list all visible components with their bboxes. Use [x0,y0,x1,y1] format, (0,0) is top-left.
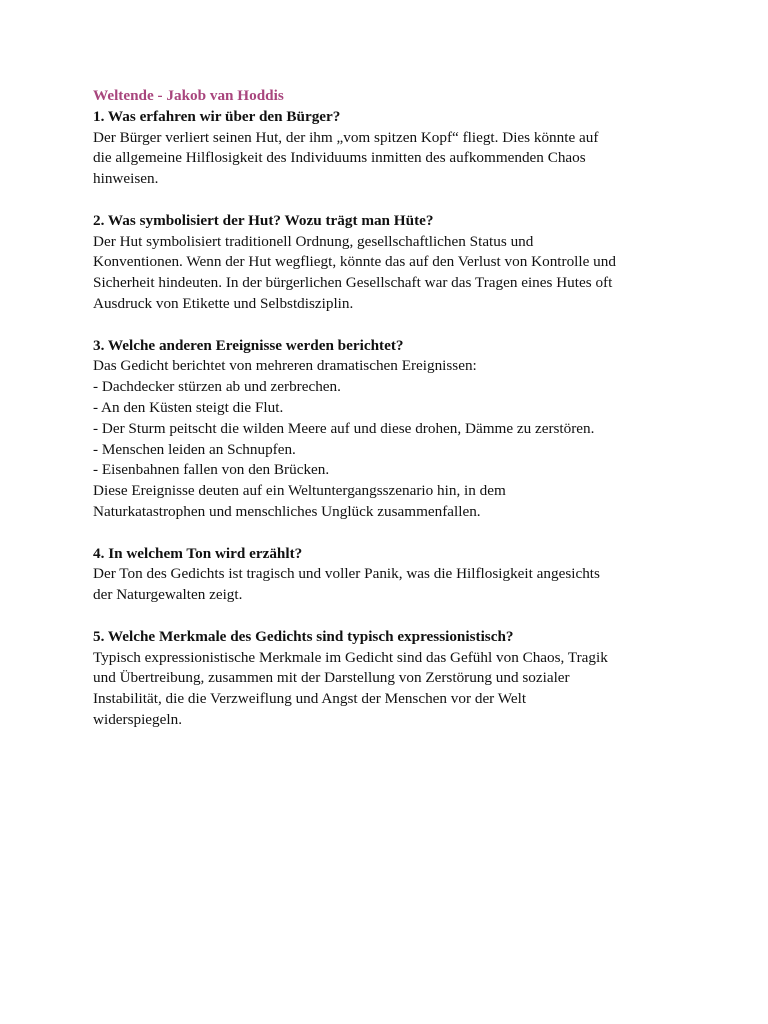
answer-3-line: Diese Ereignisse deuten auf ein Weltuntergangsszenario hin, in dem [93,482,506,500]
answer-3-list-item: - Eisenbahnen fallen von den Brücken. [93,461,330,479]
answer-1-line: hinweisen. [93,170,159,188]
answer-5-line: widerspiegeln. [93,710,182,728]
answer-3-list-item: - Menschen leiden an Schnupfen. [93,440,296,458]
question-5-heading: 5. Welche Merkmale des Gedichts sind typisch expressionistisch? [93,627,514,645]
section-3 [93,336,693,523]
answer-1-line: Der Bürger verliert seinen Hut, der ihm „vom spitzen Kopf“ fliegt. Dies könnte auf [93,128,599,146]
answer-5-line: und Übertreibung, zusammen mit der Darstellung von Zerstörung und sozialer [93,669,570,687]
section-4 [93,544,693,606]
answer-3-line: Naturkatastrophen und menschliches Unglück zusammenfallen. [93,502,481,520]
answer-3-line: Das Gedicht berichtet von mehreren dramatischen Ereignissen: [93,357,477,375]
answer-3-list-item: - Der Sturm peitscht die wilden Meere auf und diese drohen, Dämme zu zerstören. [93,419,595,437]
answer-2-line: Konventionen. Wenn der Hut wegfliegt, könnte das auf den Verlust von Kontrolle und [93,253,616,271]
answer-5-line: Typisch expressionistische Merkmale im Gedicht sind das Gefühl von Chaos, Tragik [93,648,608,666]
answer-4-line: der Naturgewalten zeigt. [93,586,243,604]
section-1 [93,107,693,190]
answer-2-line: Ausdruck von Etikette und Selbstdisziplin. [93,294,354,312]
section-2 [93,211,693,315]
question-1-heading: 1. Was erfahren wir über den Bürger? [93,107,341,125]
question-2-heading: 2. Was symbolisiert der Hut? Wozu trägt man Hüte? [93,211,434,229]
answer-2-line: Der Hut symbolisiert traditionell Ordnung, gesellschaftlichen Status und [93,232,534,250]
answer-3-list-item: - Dachdecker stürzen ab und zerbrechen. [93,378,341,396]
answer-5-line: Instabilität, die die Verzweiflung und Angst der Menschen vor der Welt [93,690,527,708]
question-3-heading: 3. Welche anderen Ereignisse werden berichtet? [93,336,404,354]
answer-3-list-item: - An den Küsten steigt die Flut. [93,398,284,416]
answer-2-line: Sicherheit hindeuten. In der bürgerlichen Gesellschaft war das Tragen eines Hutes oft [93,274,613,292]
answer-4-line: Der Ton des Gedichts ist tragisch und voller Panik, was die Hilflosigkeit angesichts [93,565,600,583]
question-4-heading: 4. In welchem Ton wird erzählt? [93,544,303,562]
document-title: Weltende - Jakob van Hoddis [93,87,284,104]
document-page [93,86,693,731]
section-5 [93,627,693,731]
answer-1-line: die allgemeine Hilflosigkeit des Individuums inmitten des aufkommenden Chaos [93,149,586,167]
